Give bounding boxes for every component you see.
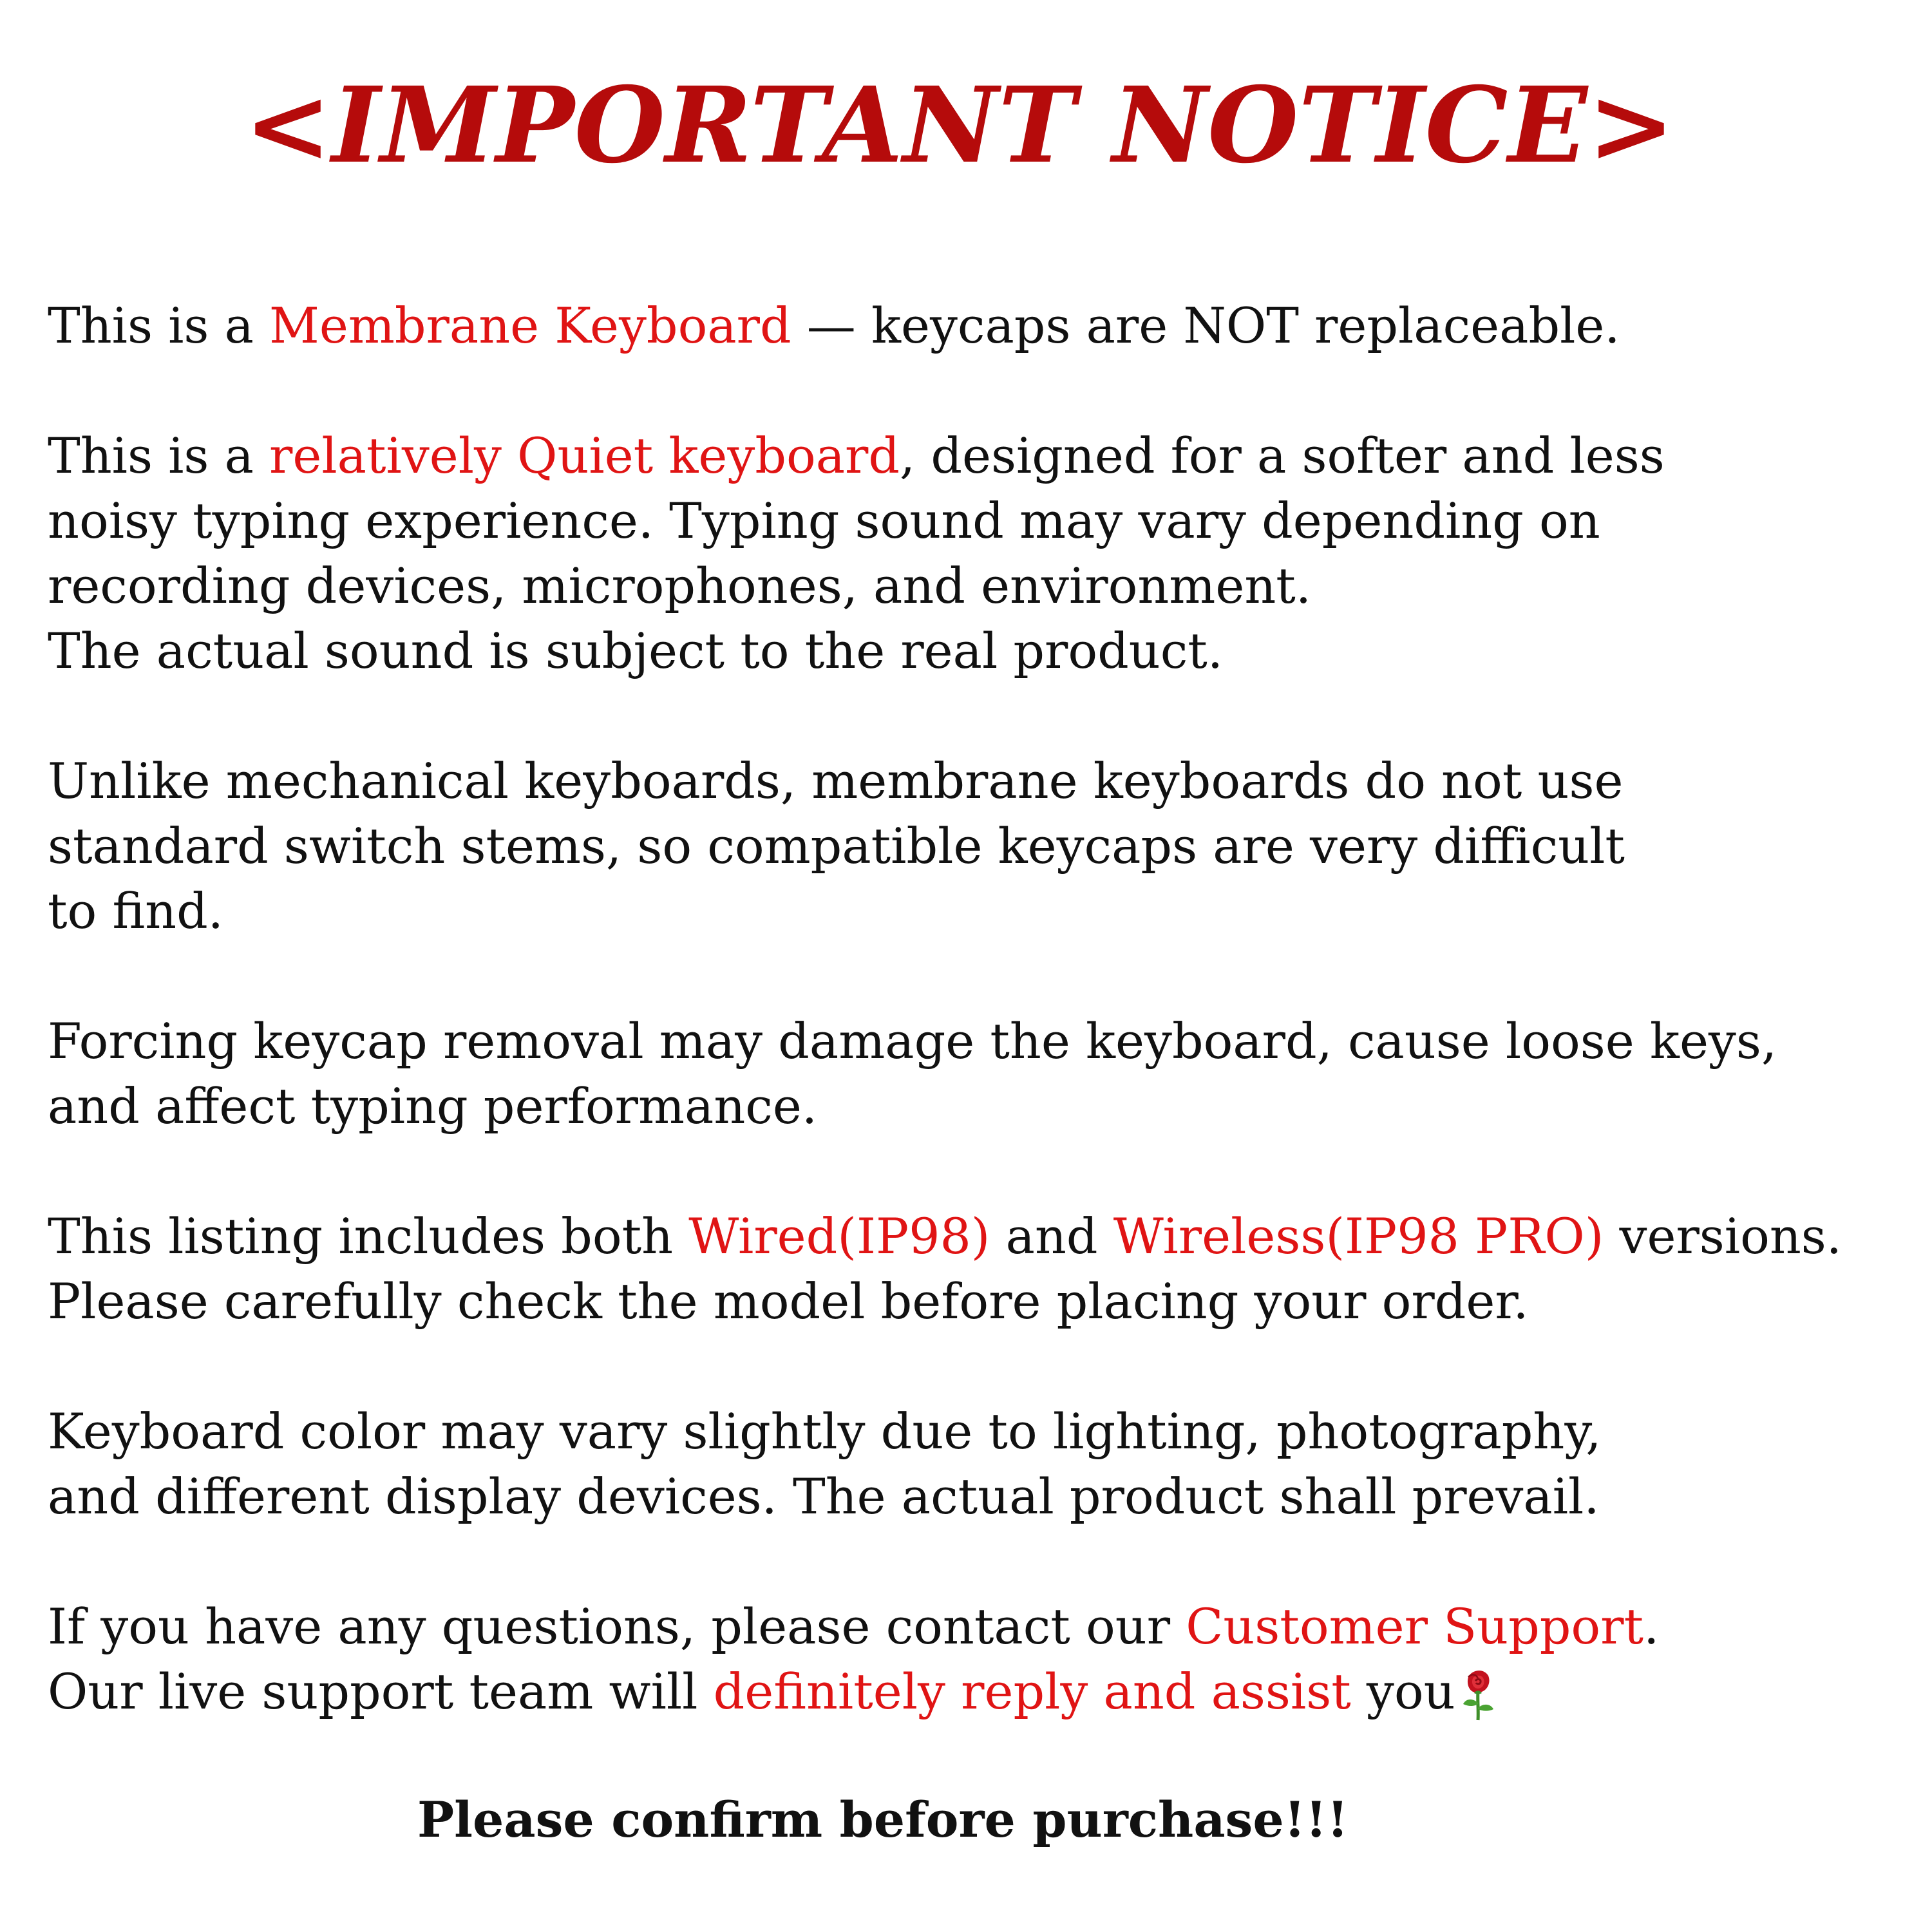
paragraph-color <box>48 1399 1915 1529</box>
paragraph-line <box>48 1204 1915 1269</box>
paragraph-line: Unlike mechanical keyboards, membrane keyboards do not use <box>48 752 1624 810</box>
text-segment: . <box>1604 297 1620 354</box>
confirm-notice: Please confirm before purchase!!! <box>417 1791 1349 1848</box>
paragraph-line: to find. <box>48 882 223 940</box>
emphasis-versions: versions <box>1604 1208 1826 1265</box>
text-segment: and <box>990 1208 1113 1265</box>
highlight-membrane-keyboard: Membrane Keyboard <box>269 297 791 354</box>
paragraph-line: and affect typing performance. <box>48 1077 817 1135</box>
paragraph-line: standard switch stems, so compatible keycaps are very difficult <box>48 817 1625 875</box>
notice-body <box>48 293 1915 1789</box>
paragraph-membrane <box>48 293 1915 358</box>
text-segment: , designed for a softer and less <box>900 427 1665 484</box>
highlight-customer-support: Customer Support <box>1186 1598 1644 1655</box>
text-segment: you <box>1350 1663 1455 1720</box>
paragraph-support <box>48 1594 1915 1724</box>
paragraph-line: Forcing keycap removal may damage the keyboard, cause loose keys, <box>48 1012 1777 1070</box>
highlight-reply-assist: definitely reply and assist <box>713 1663 1351 1720</box>
paragraph-quiet <box>48 423 1915 683</box>
text-segment: . <box>1643 1598 1660 1655</box>
highlight-wired: Wired(IP98) <box>688 1208 990 1265</box>
paragraph-line: The actual sound is subject to the real product. <box>48 622 1224 679</box>
notice-title: <IMPORTANT NOTICE> <box>244 64 1675 187</box>
rose-icon <box>1458 1660 1498 1721</box>
text-segment: This is a <box>48 427 270 484</box>
highlight-wireless: Wireless(IP98 PRO) <box>1113 1208 1604 1265</box>
paragraph-forcing <box>48 1009 1915 1139</box>
text-segment: This is a <box>48 297 270 354</box>
paragraph-line <box>48 1594 1915 1659</box>
paragraph-mechanical <box>48 748 1915 943</box>
emphasis-not-replaceable: NOT replaceable <box>1183 297 1605 354</box>
paragraph-versions <box>48 1204 1915 1334</box>
paragraph-line <box>48 423 1915 488</box>
text-segment: Our live support team will <box>48 1663 714 1720</box>
paragraph-line: noisy typing experience. Typing sound may vary depending on <box>48 492 1600 549</box>
paragraph-line: and different display devices. The actual product shall prevail. <box>48 1468 1600 1525</box>
text-segment: — keycaps are <box>791 297 1184 354</box>
paragraph-line: Keyboard color may vary slightly due to lighting, photography, <box>48 1403 1602 1460</box>
text-segment: . <box>1826 1208 1842 1265</box>
paragraph-line: Please carefully check the model before placing your order. <box>48 1273 1529 1330</box>
text-segment: If you have any questions, please contact our <box>48 1598 1186 1655</box>
highlight-quiet-keyboard: relatively Quiet keyboard <box>269 427 900 484</box>
paragraph-line <box>48 293 1915 358</box>
paragraph-line: recording devices, microphones, and environment. <box>48 557 1311 614</box>
paragraph-line <box>48 1659 1915 1724</box>
text-segment: This listing includes both <box>48 1208 689 1265</box>
